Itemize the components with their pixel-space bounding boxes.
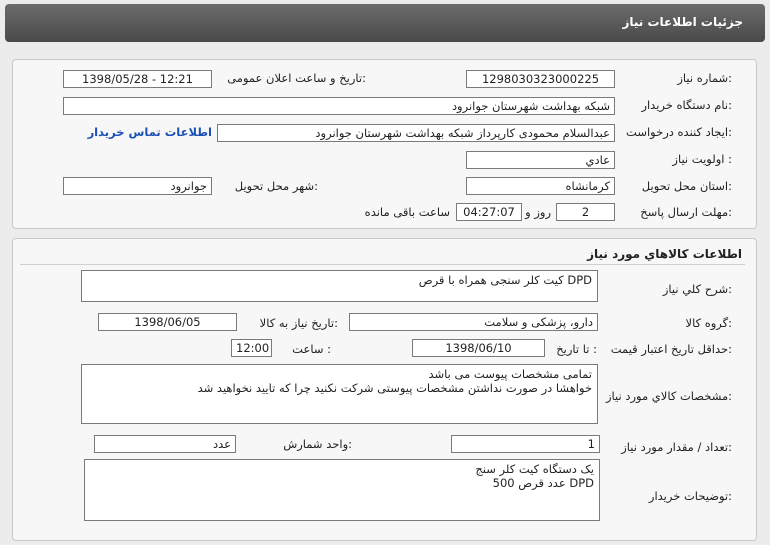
- unit-field: عدد: [94, 435, 236, 453]
- goods-group-field: دارو، پزشکی و سلامت: [349, 313, 598, 331]
- buyer-contact-link[interactable]: اطلاعات تماس خريدار: [87, 125, 212, 139]
- need-number-field: 1298030323000225: [466, 70, 615, 88]
- price-validity-label: حداقل تاريخ اعتبار قيمت:: [610, 342, 732, 356]
- section-divider: [20, 264, 745, 265]
- buyer-org-field: شبکه بهداشت شهرستان جوانرود: [63, 97, 615, 115]
- request-creator-label: ايجاد کننده درخواست:: [626, 125, 732, 139]
- validity-date-field: 1398/06/10: [412, 339, 545, 357]
- quantity-field: 1: [451, 435, 600, 453]
- validity-time-field: 12:00: [231, 339, 272, 357]
- delivery-city-label: شهر محل تحويل:: [234, 179, 318, 193]
- to-date-label: تا تاريخ :: [556, 342, 597, 356]
- summary-label: شرح کلي نياز:: [662, 282, 732, 296]
- page-title: جزئيات اطلاعات نياز: [622, 15, 743, 29]
- announce-datetime-field: 1398/05/28 - 12:21: [63, 70, 212, 88]
- buyer-org-label: نام دستگاه خريدار:: [641, 98, 732, 112]
- goods-specs-field: تمامی مشخصات پيوست می باشد خواهشا در صورت نداشتن مشخصات پيوستی شرکت نکنيد چرا که تاييد نخواهيد شد: [81, 364, 598, 424]
- announce-datetime-label: تاريخ و ساعت اعلان عمومی:: [227, 71, 366, 85]
- goods-section-title: اطلاعات کالاهاي مورد نياز: [587, 247, 742, 261]
- response-deadline-label: مهلت ارسال پاسخ:: [640, 205, 732, 219]
- buyer-notes-field: يک دستگاه کيت کلر سنج 500 عدد قرص DPD: [84, 459, 600, 521]
- need-number-label: شماره نياز:: [677, 71, 732, 85]
- deadline-time-field: 04:27:07: [456, 203, 522, 221]
- delivery-province-label: استان محل تحويل:: [641, 179, 732, 193]
- priority-field: عادي: [466, 151, 615, 169]
- buyer-notes-label: توضيحات خريدار:: [648, 489, 732, 503]
- need-date-field: 1398/06/05: [98, 313, 237, 331]
- page-header: [5, 4, 765, 42]
- deadline-days-field: 2: [556, 203, 615, 221]
- delivery-province-field: کرمانشاه: [466, 177, 615, 195]
- goods-specs-label: مشخصات کالاي مورد نياز:: [605, 389, 732, 403]
- unit-label: واحد شمارش:: [283, 437, 352, 451]
- delivery-city-field: جوانرود: [63, 177, 212, 195]
- validity-time-label: ساعت :: [292, 342, 331, 356]
- goods-group-label: گروه کالا:: [685, 316, 732, 330]
- remaining-word: ساعت باقی مانده: [364, 205, 450, 219]
- quantity-label: تعداد / مقدار مورد نياز:: [621, 440, 732, 454]
- request-creator-field: عبدالسلام محمودی کارپرداز شبکه بهداشت شهرستان جوانرود: [217, 124, 615, 142]
- summary-field: کيت کلر سنجی همراه با قرص DPD: [81, 270, 598, 302]
- need-date-label: تاريخ نياز به کالا:: [259, 316, 338, 330]
- priority-label: اولويت نياز :: [672, 152, 732, 166]
- days-word: روز و: [525, 205, 551, 219]
